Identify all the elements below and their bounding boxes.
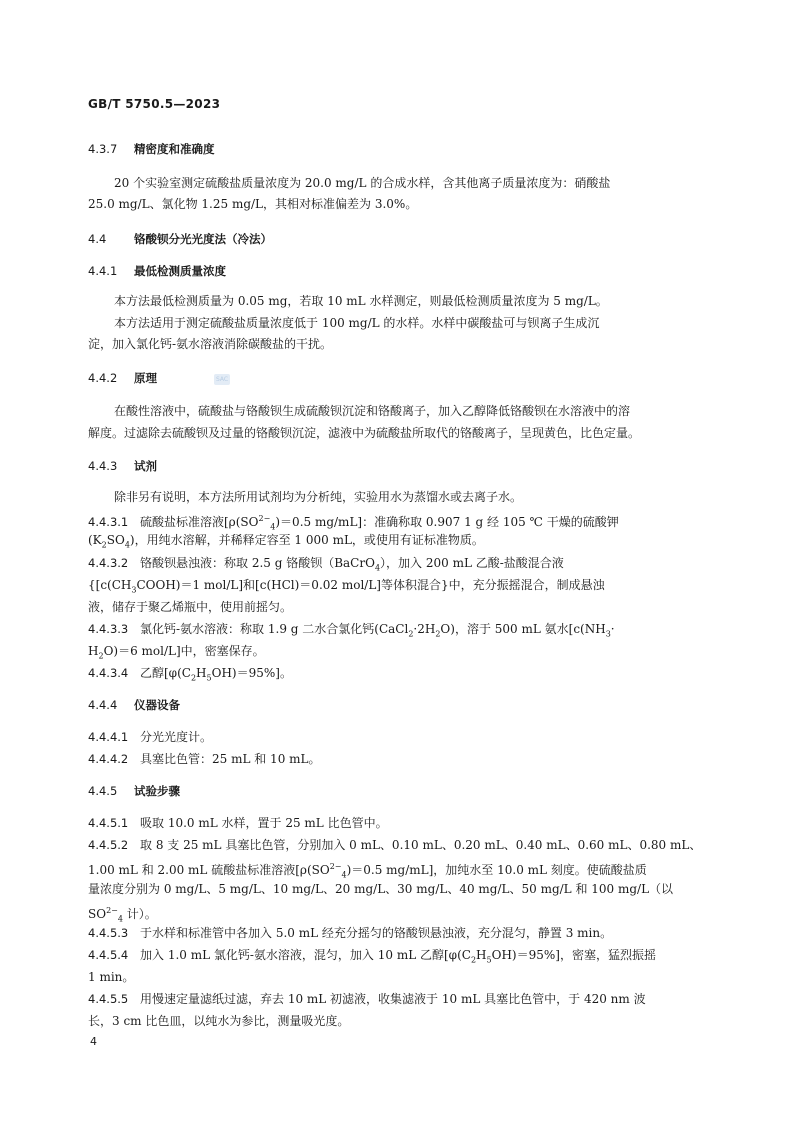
sac-watermark: SAC bbox=[215, 376, 229, 383]
paragraph-line: 淀，加入氯化钙-氨水溶液消除碳酸盐的干扰。 bbox=[88, 337, 333, 351]
item-4-4-5-5: 4.4.5.5 用慢速定量滤纸过滤，弃去 10 mL 初滤液，收集滤液于 10 mL 具塞比色管中，于 420 nm 波 bbox=[88, 992, 646, 1006]
paragraph-line: 除非另有说明，本方法所用试剂均为分析纯，实验用水为蒸馏水或去离子水。 bbox=[114, 490, 523, 504]
item-4-4-3-2: 4.4.3.2 铬酸钡悬浊液：称取 2.5 g 铬酸钡（BaCrO$_4$），加入 200 mL 乙酸-盐酸混合液 bbox=[88, 556, 564, 573]
heading-4-4-2: 4.4.2 原理 bbox=[88, 371, 157, 385]
item-4-4-4-2: 4.4.4.2 具塞比色管：25 mL 和 10 mL。 bbox=[88, 752, 321, 766]
item-4-4-5-4: 4.4.5.4 加入 1.0 mL 氯化钙-氨水溶液，混匀，加入 10 mL 乙醇$[\varphi(C_2H_5OH)=95\%]$，密塞，猛烈振摇 bbox=[88, 948, 656, 965]
heading-4-4-5: 4.4.5 试验步骤 bbox=[88, 784, 180, 798]
heading-4-4-4: 4.4.4 仪器设备 bbox=[88, 698, 180, 712]
paragraph-line: $H_2O)=6$ mol/L]中，密塞保存。 bbox=[88, 644, 265, 661]
paragraph-line: 1.00 mL 和 2.00 mL 硫酸盐标准溶液[$\rho(SO^{2-}_4)=0.5$ mg/mL]，加纯水至 10.0 mL 刻度。使硫酸盐质 bbox=[88, 862, 647, 880]
item-4-4-3-1: 4.4.3.1 硫酸盐标准溶液[$\rho(SO^{2-}_4)=0.5$ mg/mL]：准确称取 0.907 1 g 经 105 ℃ 干燥的硫酸钾 bbox=[88, 514, 619, 532]
paragraph-line: 在酸性溶液中，硫酸盐与铬酸钡生成硫酸钡沉淀和铬酸离子，加入乙醇降低铬酸钡在水溶液中的溶 bbox=[114, 404, 631, 418]
paragraph-line: 本方法适用于测定硫酸盐质量浓度低于 100 mg/L 的水样。水样中碳酸盐可与钡离子生成沉 bbox=[114, 316, 600, 330]
heading-4-4: 4.4 铬酸钡分光光度法（冷法） bbox=[88, 232, 272, 246]
paragraph-line: 25.0 mg/L、氯化物 1.25 mg/L，其相对标准偏差为 3.0%。 bbox=[88, 197, 418, 211]
paragraph-line: $SO^{2-}_4$ 计）。 bbox=[88, 906, 157, 924]
item-4-4-3-4: 4.4.3.4 乙醇$[\varphi(C_2H_5OH)=95\%]$。 bbox=[88, 666, 292, 683]
item-4-4-5-3: 4.4.5.3 于水样和标准管中各加入 5.0 mL 经充分摇匀的铬酸钡悬浊液，充分混匀，静置 3 min。 bbox=[88, 926, 613, 940]
item-4-4-4-1: 4.4.4.1 分光光度计。 bbox=[88, 730, 213, 744]
heading-4-3-7: 4.3.7 精密度和准确度 bbox=[88, 142, 215, 156]
paragraph-line: 解度。过滤除去硫酸钡及过量的铬酸钡沉淀，滤液中为硫酸盐所取代的铬酸离子，呈现黄色，比色定量。 bbox=[88, 426, 641, 440]
paragraph-line: 20 个实验室测定硫酸盐质量浓度为 20.0 mg/L 的合成水样，含其他离子质量浓度为：硝酸盐 bbox=[114, 176, 611, 190]
paragraph-line: 液，储存于聚乙烯瓶中，使用前摇匀。 bbox=[88, 600, 293, 614]
page-number: 4 bbox=[90, 1035, 97, 1048]
standard-number: GB/T 5750.5—2023 bbox=[88, 97, 221, 111]
paragraph-line: 本方法最低检测质量为 0.05 mg，若取 10 mL 水样测定，则最低检测质量浓度为 5 mg/L。 bbox=[114, 294, 608, 308]
paragraph-line: 1 min。 bbox=[88, 970, 135, 984]
item-4-4-5-2: 4.4.5.2 取 8 支 25 mL 具塞比色管，分别加入 0 mL、0.10 mL、0.20 mL、0.40 mL、0.60 mL、0.80 mL、 bbox=[88, 838, 702, 852]
heading-4-4-3: 4.4.3 试剂 bbox=[88, 459, 157, 473]
paragraph-line: 长，3 cm 比色皿，以纯水为参比，测量吸光度。 bbox=[88, 1014, 350, 1028]
paragraph-line: $(K_2SO_4)$，用纯水溶解，并稀释定容至 1 000 mL，或使用有证标准物质。 bbox=[88, 533, 484, 550]
item-4-4-3-3: 4.4.3.3 氯化钙-氨水溶液：称取 1.9 g 二水合氯化钙$(CaCl_2\cdot 2H_2O)$，溶于 500 mL 氨水[$c(NH_3\cdot$ bbox=[88, 622, 615, 639]
paragraph-line: {[$c(CH_3COOH)=1$ mol/L]和[c(HCl)＝0.02 mol/L]等体积混合}中，充分振摇混合，制成悬浊 bbox=[88, 578, 605, 595]
heading-4-4-1: 4.4.1 最低检测质量浓度 bbox=[88, 264, 226, 278]
item-4-4-5-1: 4.4.5.1 吸取 10.0 mL 水样，置于 25 mL 比色管中。 bbox=[88, 816, 388, 830]
paragraph-line: 量浓度分别为 0 mg/L、5 mg/L、10 mg/L、20 mg/L、30 mg/L、40 mg/L、50 mg/L 和 100 mg/L（以 bbox=[88, 882, 674, 896]
